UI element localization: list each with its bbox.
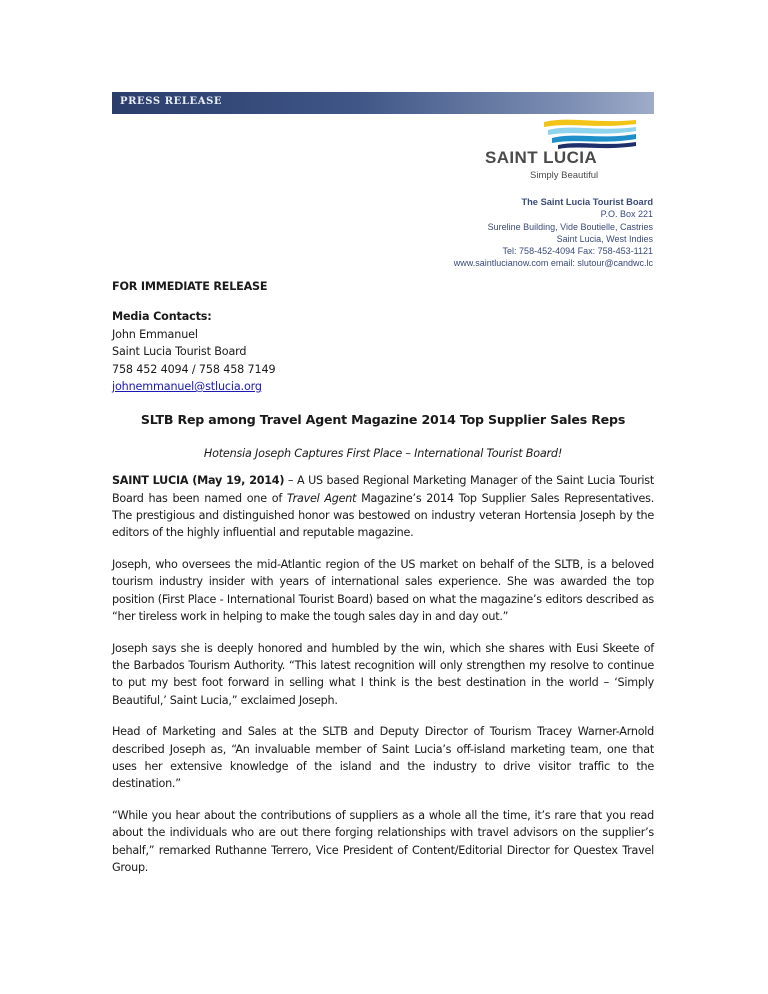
contact-name: John Emmanuel (112, 327, 198, 341)
address-phones: Tel: 758-452-4094 Fax: 758-453-1121 (502, 246, 653, 257)
media-contacts (112, 308, 654, 395)
press-release-body (112, 278, 654, 876)
article-headline: SLTB Rep among Travel Agent Magazine 2014 Top Supplier Sales Reps (140, 412, 626, 428)
article-subhead: Hotensia Joseph Captures First Place – International Tourist Board! (203, 446, 563, 460)
paragraph-5: “While you hear about the contributions of suppliers as a whole all the time, it’s rare that you read about the individuals who are out there forging relationships with travel advisors on the supplier’s behalf,” remarked Ruthanne Terrero, Vice President of Content/Editorial Director for Questex Travel Group. (112, 808, 654, 874)
logo-tagline: Simply Beautiful (530, 170, 599, 181)
contact-phone: 758 452 4094 / 758 458 7149 (112, 362, 276, 376)
paragraph-1 (112, 472, 654, 542)
release-status: FOR IMMEDIATE RELEASE (112, 280, 268, 293)
paragraph-1-text-b: Magazine’s 2014 Top Supplier Sales Representatives. The prestigious and distinguished honor was bestowed on industry veteran Hortensia Joseph by the editors of the highly influential and reputable magazine. (112, 491, 655, 540)
address-web-email: www.saintlucianow.com email: slutour@candwc.lc (453, 258, 653, 269)
paragraph-4: Head of Marketing and Sales at the SLTB and Deputy Director of Tourism Tracey Warner-Arnold described Joseph as, “An invaluable member of Saint Lucia’s off-island marketing team, one that uses her extensive knowledge of the island and the industry to drive visitor traffic to the destination.” (112, 725, 654, 791)
logo-wave-yellow (544, 120, 636, 127)
press-release-banner (112, 92, 654, 114)
media-contacts-label: Media Contacts: (112, 310, 212, 324)
dateline: SAINT LUCIA (May 19, 2014) (112, 474, 285, 488)
address-street: Sureline Building, Vide Boutielle, Castries (487, 221, 653, 232)
organization-address (454, 196, 653, 270)
wave-logo-icon (540, 118, 640, 150)
paragraph-1-text-a: – A US based Regional Marketing Manager of the Saint Lucia Tourist Board has been named one of (112, 474, 654, 505)
banner-label: PRESS RELEASE (120, 96, 223, 107)
contact-email-link[interactable]: johnemmanuel@stlucia.org (112, 380, 262, 394)
paragraph-3: Joseph says she is deeply honored and humbled by the win, which she shares with Eusi Skeete of the Barbados Tourism Authority. “This latest recognition will only strengthen my resolve to continue to put my best foot forward in selling what I think is the best destination in the world – ‘Simply Beautiful,’ Saint Lucia,” exclaimed Joseph. (112, 641, 654, 707)
address-po-box: P.O. Box 221 (600, 209, 653, 220)
logo-wordmark: SAINT LUCIA (485, 148, 598, 167)
contact-organization: Saint Lucia Tourist Board (112, 345, 247, 359)
saint-lucia-logo (485, 118, 645, 188)
magazine-name: Travel Agent (286, 491, 357, 505)
logo-wave-light-blue (548, 127, 636, 135)
address-org: The Saint Lucia Tourist Board (521, 197, 653, 207)
address-country: Saint Lucia, West Indies (556, 233, 653, 244)
logo-wave-blue (552, 134, 636, 143)
paragraph-2: Joseph, who oversees the mid-Atlantic region of the US market on behalf of the SLTB, is a beloved tourism industry insider with years of international sales experience. She was awarded the top position (First Place - International Tourist Board) based on what the magazine’s editors described as “her tireless work in helping to make the tough sales day in and day out.” (112, 557, 654, 624)
